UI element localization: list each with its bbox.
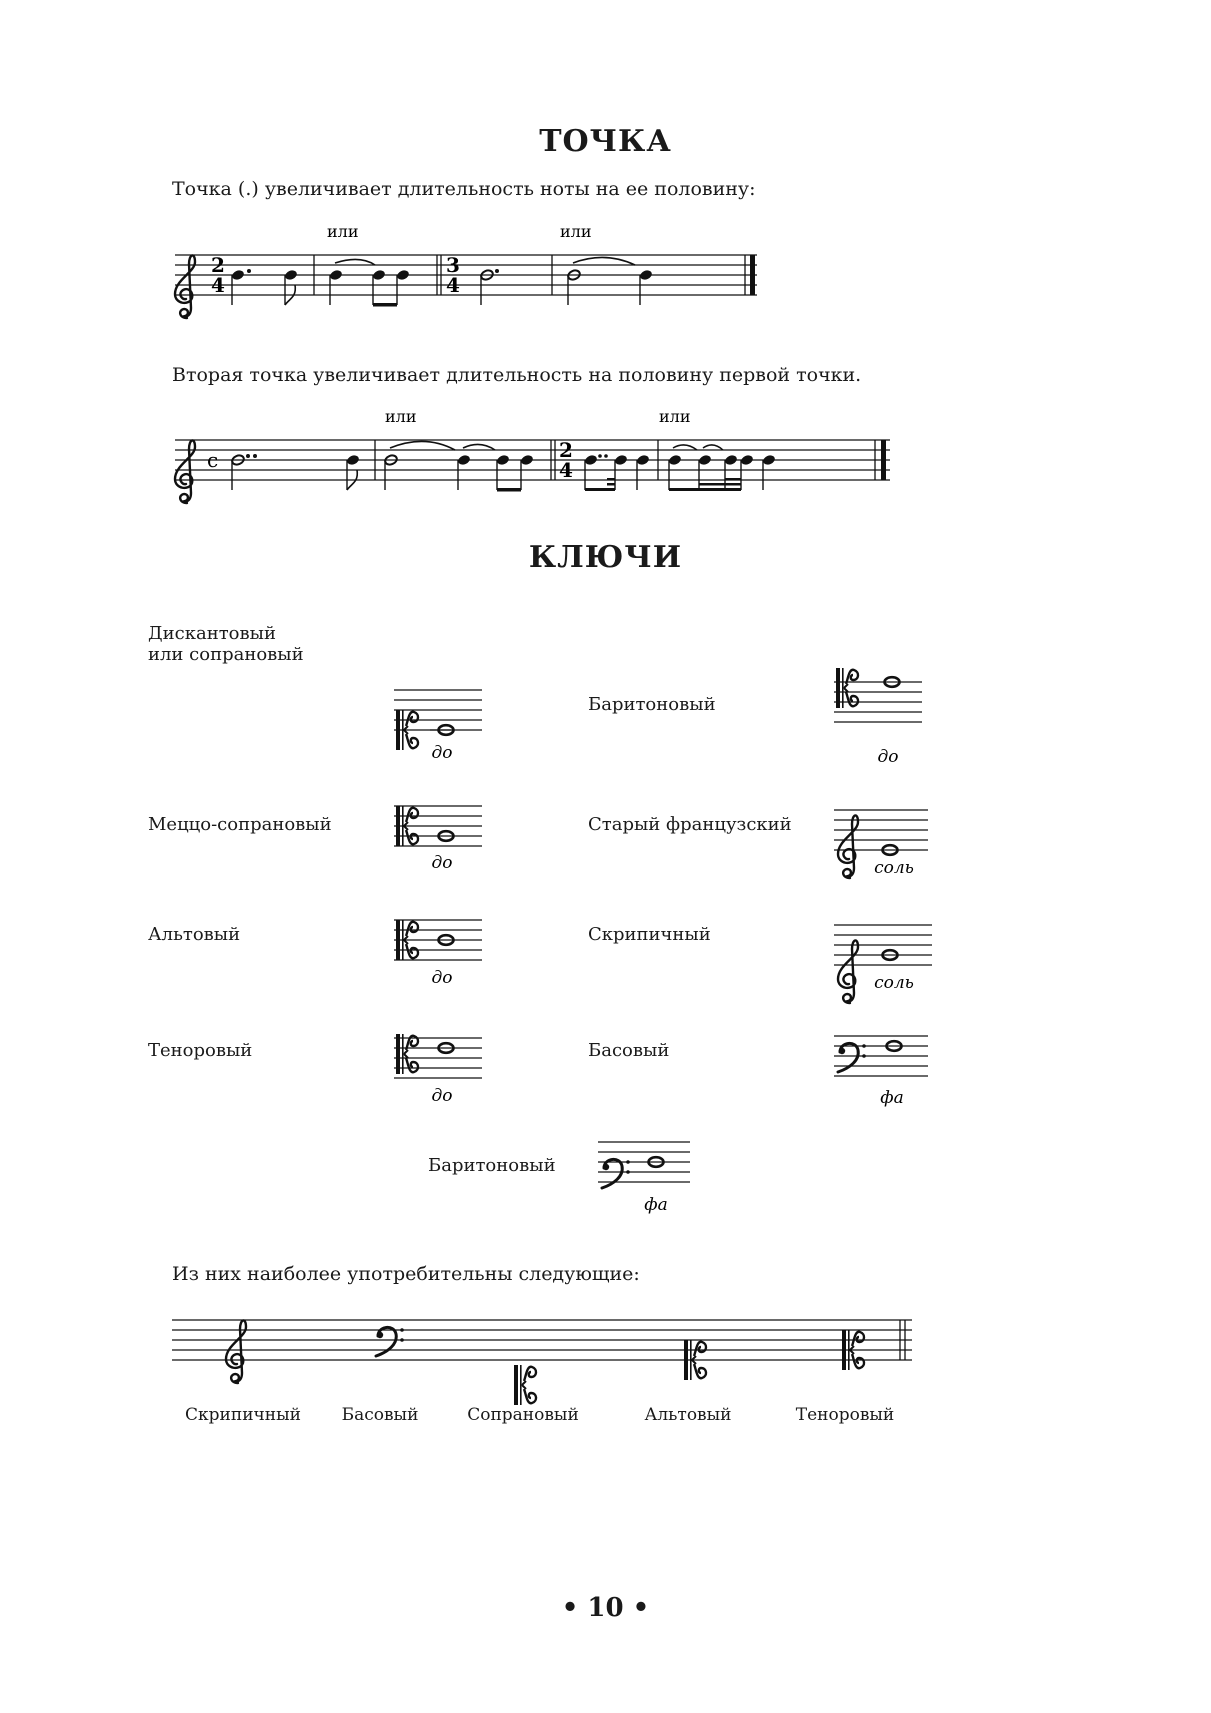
- time-sig-bottom: 4: [211, 273, 225, 297]
- svg-text:соль: соль: [874, 973, 914, 993]
- clef-label-treble: Скрипичный: [588, 924, 711, 945]
- clef-label-baritone-f: Баритоновый: [428, 1155, 556, 1176]
- section-title-clefs: КЛЮЧИ: [528, 540, 683, 575]
- clef-label-tenor: Теноровый: [148, 1040, 253, 1061]
- bass-clef-icon: [838, 1043, 866, 1072]
- svg-text:или: или: [560, 222, 592, 241]
- dot-intro-text: Точка (.) увеличивает длительность ноты на ее половину:: [172, 178, 756, 200]
- most-used-label-bass: Басовый: [341, 1405, 419, 1425]
- clef-label-descant: Дискантовый или сопрановый: [148, 623, 304, 665]
- baritone-c-clef-staff: [832, 672, 942, 767]
- double-dot-text: Вторая точка увеличивает длительность на половину первой точки.: [172, 364, 862, 386]
- most-used-label-alto: Альтовый: [644, 1405, 732, 1425]
- bass-clef-staff: [832, 1026, 942, 1106]
- baritone-f-clef-staff: [596, 1132, 706, 1217]
- svg-text:до: до: [431, 853, 453, 873]
- most-used-staff: [172, 1300, 922, 1400]
- tenor-clef-staff: [392, 1028, 502, 1106]
- treble-clef-staff: [832, 905, 942, 993]
- section-title-dot: ТОЧКА: [539, 124, 672, 159]
- clef-label-baritone-c: Баритоновый: [588, 694, 716, 715]
- most-used-label-soprano: Сопрановый: [467, 1405, 579, 1425]
- clef-label-french: Старый французский: [588, 814, 792, 835]
- svg-text:до: до: [431, 743, 453, 763]
- french-clef-staff: [832, 790, 942, 878]
- clef-label-mezzo: Меццо-сопрановый: [148, 814, 332, 835]
- clef-label-alto: Альтовый: [148, 924, 241, 945]
- time-sig-top: 2: [211, 253, 225, 277]
- staff-lines: [175, 255, 757, 295]
- page-number: • 10 •: [561, 1593, 650, 1623]
- dot-example-staff-1: [175, 222, 765, 305]
- svg-text:4: 4: [559, 458, 573, 482]
- mezzo-clef-staff: [392, 796, 502, 873]
- descant-clef-staff: [392, 684, 502, 764]
- svg-text:соль: соль: [874, 858, 914, 878]
- dot-example-staff-2: [175, 407, 895, 500]
- svg-text:или: или: [385, 407, 417, 426]
- svg-text:до: до: [877, 747, 899, 767]
- svg-text:фа: фа: [644, 1195, 668, 1215]
- svg-text:до: до: [431, 1086, 453, 1106]
- svg-text:до: до: [431, 968, 453, 988]
- svg-text:3: 3: [446, 253, 460, 277]
- most-used-label-tenor: Теноровый: [795, 1405, 895, 1425]
- svg-text:фа: фа: [880, 1088, 904, 1108]
- alto-clef-staff: [392, 910, 502, 988]
- most-used-label-treble: Скрипичный: [185, 1405, 301, 1425]
- svg-text:2: 2: [559, 438, 573, 462]
- svg-text:или: или: [659, 407, 691, 426]
- svg-text:4: 4: [446, 273, 460, 297]
- clef-label-bass: Басовый: [588, 1040, 670, 1061]
- most-used-intro: Из них наиболее употребительны следующие:: [172, 1263, 640, 1285]
- or-label: или: [327, 222, 359, 241]
- svg-text:c: c: [207, 448, 219, 472]
